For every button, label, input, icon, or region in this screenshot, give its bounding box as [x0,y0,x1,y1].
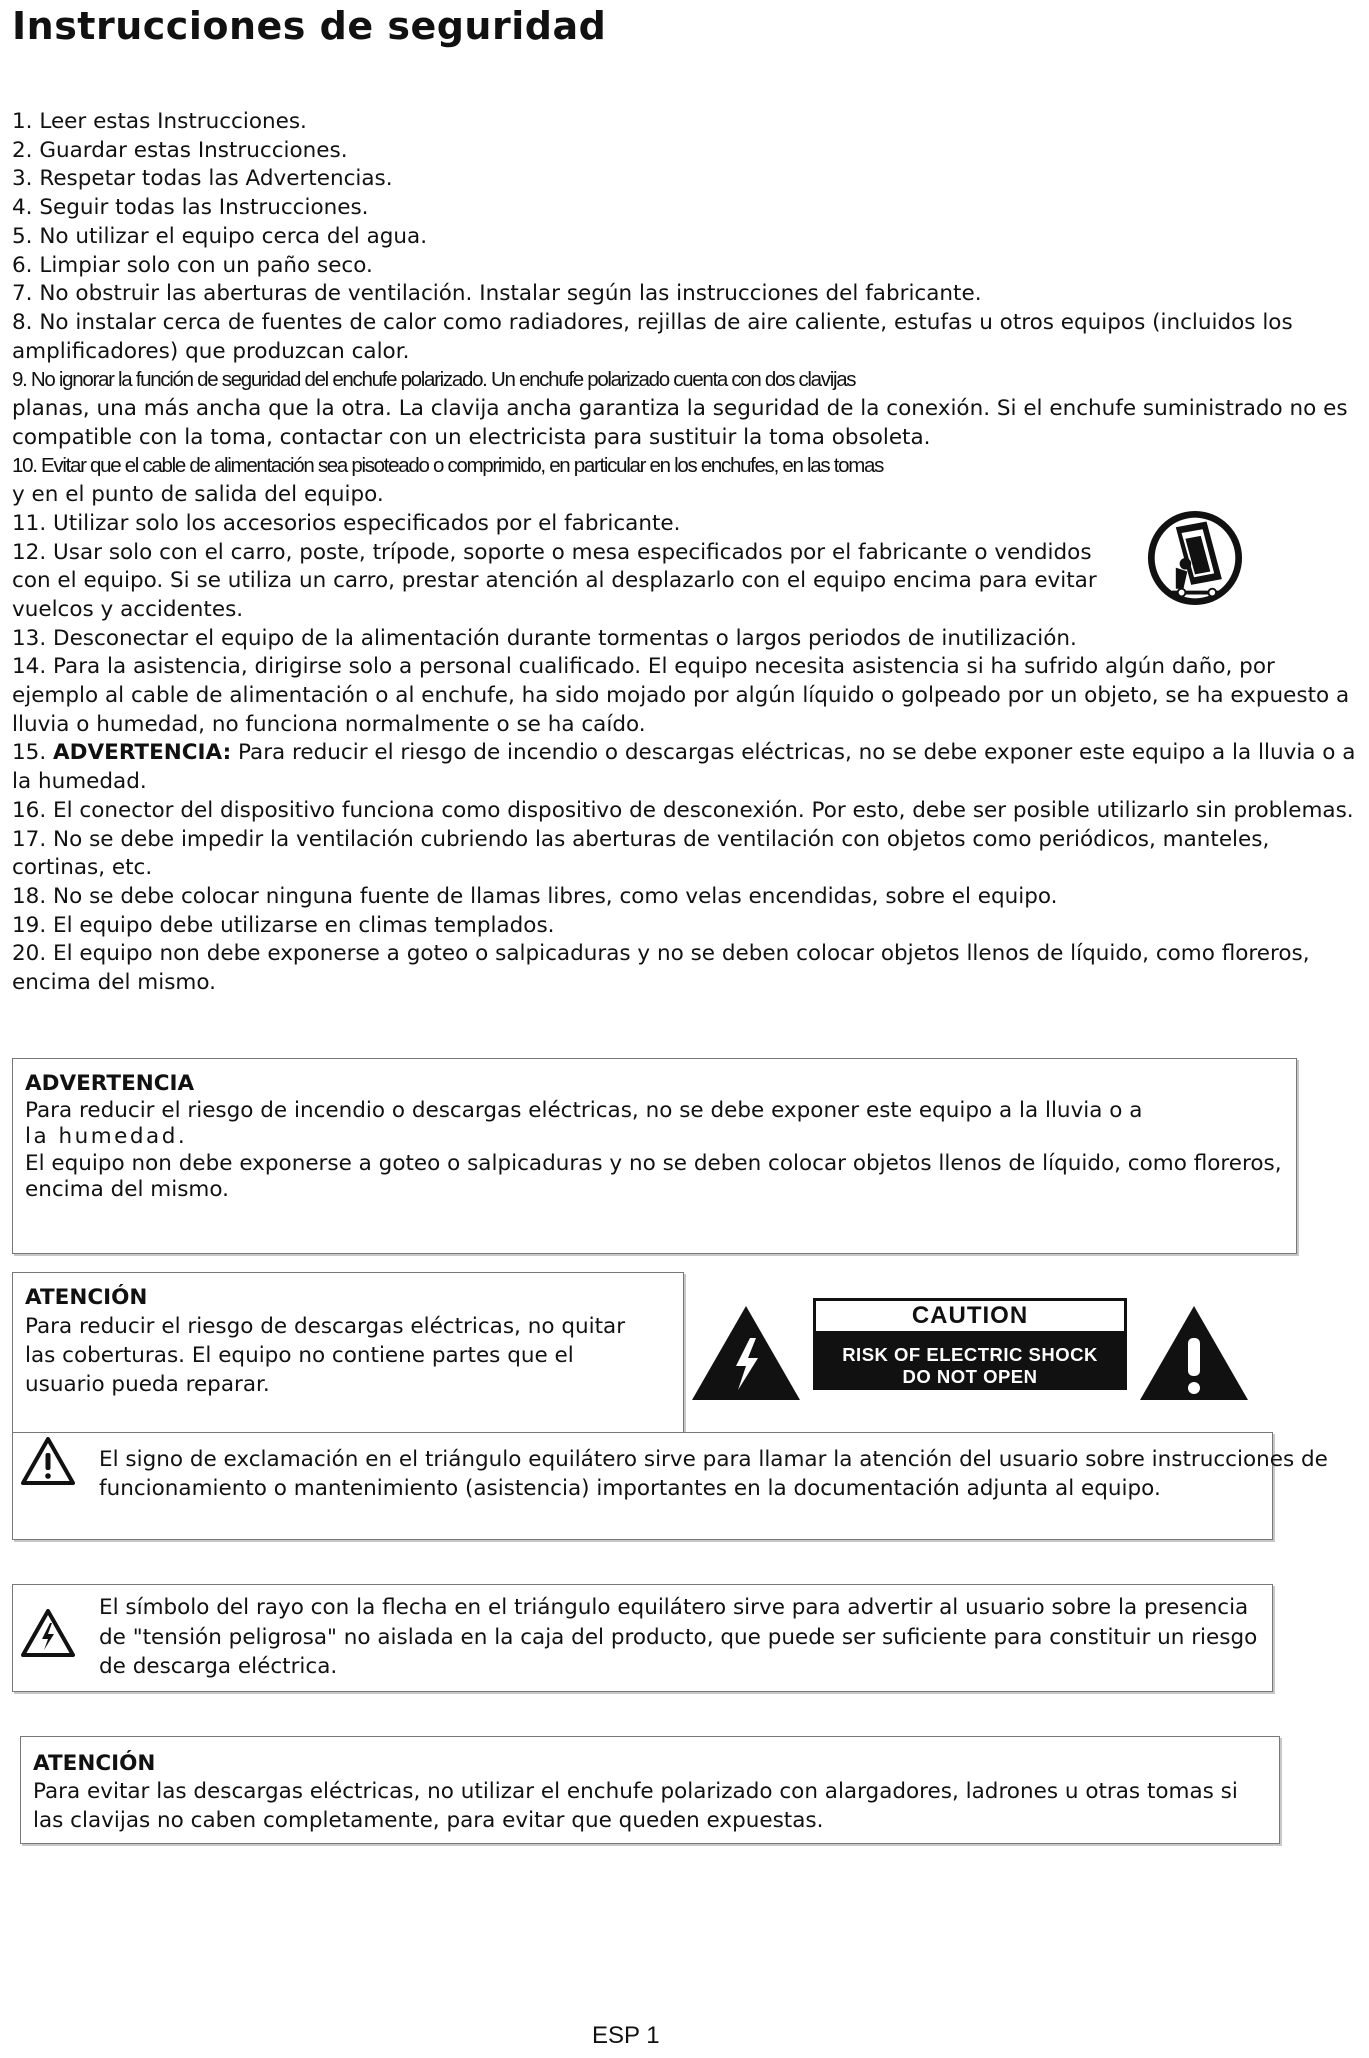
list-item: 14. Para la asistencia, dirigirse solo a personal cualificado. El equipo necesita asistencia si ha sufrido algún daño, por ejemplo al cable de alimentación o al enchufe, ha sido mojado por algún líquido o golpeado por un objeto, se ha expuesto a lluvia o humedad, no funciona normalmente o se ha caído. [12,654,1350,737]
cart-tip-over-warning-icon [1147,506,1243,610]
box-text: Para evitar las descargas eléctricas, no utilizar el enchufe polarizado con alargadores, ladrones u otras tomas si las clavijas no caben completamente, para evitar que queden expuestas. [33,1779,1238,1833]
list-item: 11. Utilizar solo los accesorios especificados por el fabricante. [12,510,681,536]
item-text: Para reducir el riesgo de incendio o descargas eléctricas, no se debe exponer este equipo a la lluvia o a la humedad. [12,740,1356,795]
atencion-box-2 [20,1736,1280,1844]
list-item: 9. No ignorar la función de seguridad del enchufe polarizado. Un enchufe polarizado cuenta con dos clavijas [12,368,856,392]
item-number: 15. [12,740,54,766]
box-text: El signo de exclamación en el triángulo equilátero sirve para llamar la atención del usuario sobre instrucciones de funcionamiento o mantenimiento (asistencia) importantes en la documentación adjunta al equipo. [99,1447,1328,1501]
warning-label: ADVERTENCIA: [53,740,232,766]
list-item: 1. Leer estas Instrucciones. [12,109,307,134]
list-item: 6. Limpiar solo con un paño seco. [12,252,373,278]
list-item: 17. No se debe impedir la ventilación cubriendo las aberturas de ventilación con objetos como periódicos, manteles, cortinas, etc. [12,826,1270,881]
list-item: 18. No se debe colocar ninguna fuente de llamas libres, como velas encendidas, sobre el equipo. [12,883,1058,909]
list-item-warning [12,739,1357,796]
atencion-box [12,1272,684,1436]
list-item: 8. No instalar cerca de fuentes de calor como radiadores, rejillas de aire caliente, estufas u otros equipos (incluidos los amplificadores) que produzcan calor. [12,309,1293,364]
page-title: Instrucciones de seguridad [12,4,607,48]
caution-label [813,1298,1127,1390]
exclamation-triangle-icon [1138,1304,1250,1402]
box-text: El símbolo del rayo con la flecha en el triángulo equilátero sirve para advertir al usuario sobre la presencia de "tensión peligrosa" no aislada en la caja del producto, que puede ser suficiente para constituir un riesgo de descarga eléctrica. [99,1595,1258,1679]
list-item: 12. Usar solo con el carro, poste, trípode, soporte o mesa especificados por el fabricante o vendidos con el equipo. Si se utiliza un carro, prestar atención al desplazarlo con el equipo encima para evitar vuelcos y accidentes. [12,539,1097,622]
list-item: 13. Desconectar el equipo de la alimentación durante tormentas o largos periodos de inutilización. [12,625,1077,651]
list-item: y en el punto de salida del equipo. [12,482,384,508]
list-item: 16. El conector del dispositivo funciona como dispositivo de desconexión. Por esto, debe ser posible utilizarlo sin problemas. [12,797,1354,823]
list-item: planas, una más ancha que la otra. La clavija ancha garantiza la seguridad de la conexión. Si el enchufe suministrado no es compatible con la toma, contactar con un electricista para sustituir la toma obsoleta. [12,396,1348,450]
exclamation-note-box [12,1432,1328,1540]
list-item: 2. Guardar estas Instrucciones. [12,137,348,163]
lightning-triangle-icon [21,1609,75,1657]
lightning-note-box [12,1584,1273,1692]
box-text: la humedad. [25,1124,188,1149]
list-item: 4. Seguir todas las Instrucciones. [12,195,369,221]
list-item: 20. El equipo non debe exponerse a goteo o salpicaduras y no se deben colocar objetos llenos de líquido, como floreros, encima del mismo. [12,941,1310,996]
list-item: 10. Evitar que el cable de alimentación sea pisoteado o comprimido, en particular en los enchufes, en las tomas [12,454,884,478]
exclamation-triangle-icon [21,1437,75,1485]
box-text: El equipo non debe exponerse a goteo o salpicaduras y no se deben colocar objetos llenos de líquido, como floreros, encima del mismo. [25,1150,1282,1202]
caution-title: CAUTION [816,1301,1124,1331]
box-text: Para reducir el riesgo de incendio o descargas eléctricas, no se debe exponer este equipo a la lluvia o a [25,1097,1143,1123]
box-heading: ADVERTENCIA [25,1071,195,1096]
list-item: 5. No utilizar el equipo cerca del agua. [12,223,428,249]
lightning-triangle-icon [690,1304,802,1402]
box-heading: ATENCIÓN [33,1751,156,1776]
list-item: 7. No obstruir las aberturas de ventilación. Instalar según las instrucciones del fabricante. [12,281,982,307]
box-heading: ATENCIÓN [25,1285,148,1310]
list-item: 3. Respetar todas las Advertencias. [12,166,393,192]
list-item: 19. El equipo debe utilizarse en climas templados. [12,912,555,938]
caution-line: RISK OF ELECTRIC SHOCK [842,1344,1098,1365]
advertencia-box [12,1058,1297,1254]
caution-line: DO NOT OPEN [902,1366,1038,1387]
page-number: ESP 1 [592,2022,660,2049]
box-text: Para reducir el riesgo de descargas eléctricas, no quitar las coberturas. El equipo no contiene partes que el usuario pueda reparar. [25,1313,626,1397]
